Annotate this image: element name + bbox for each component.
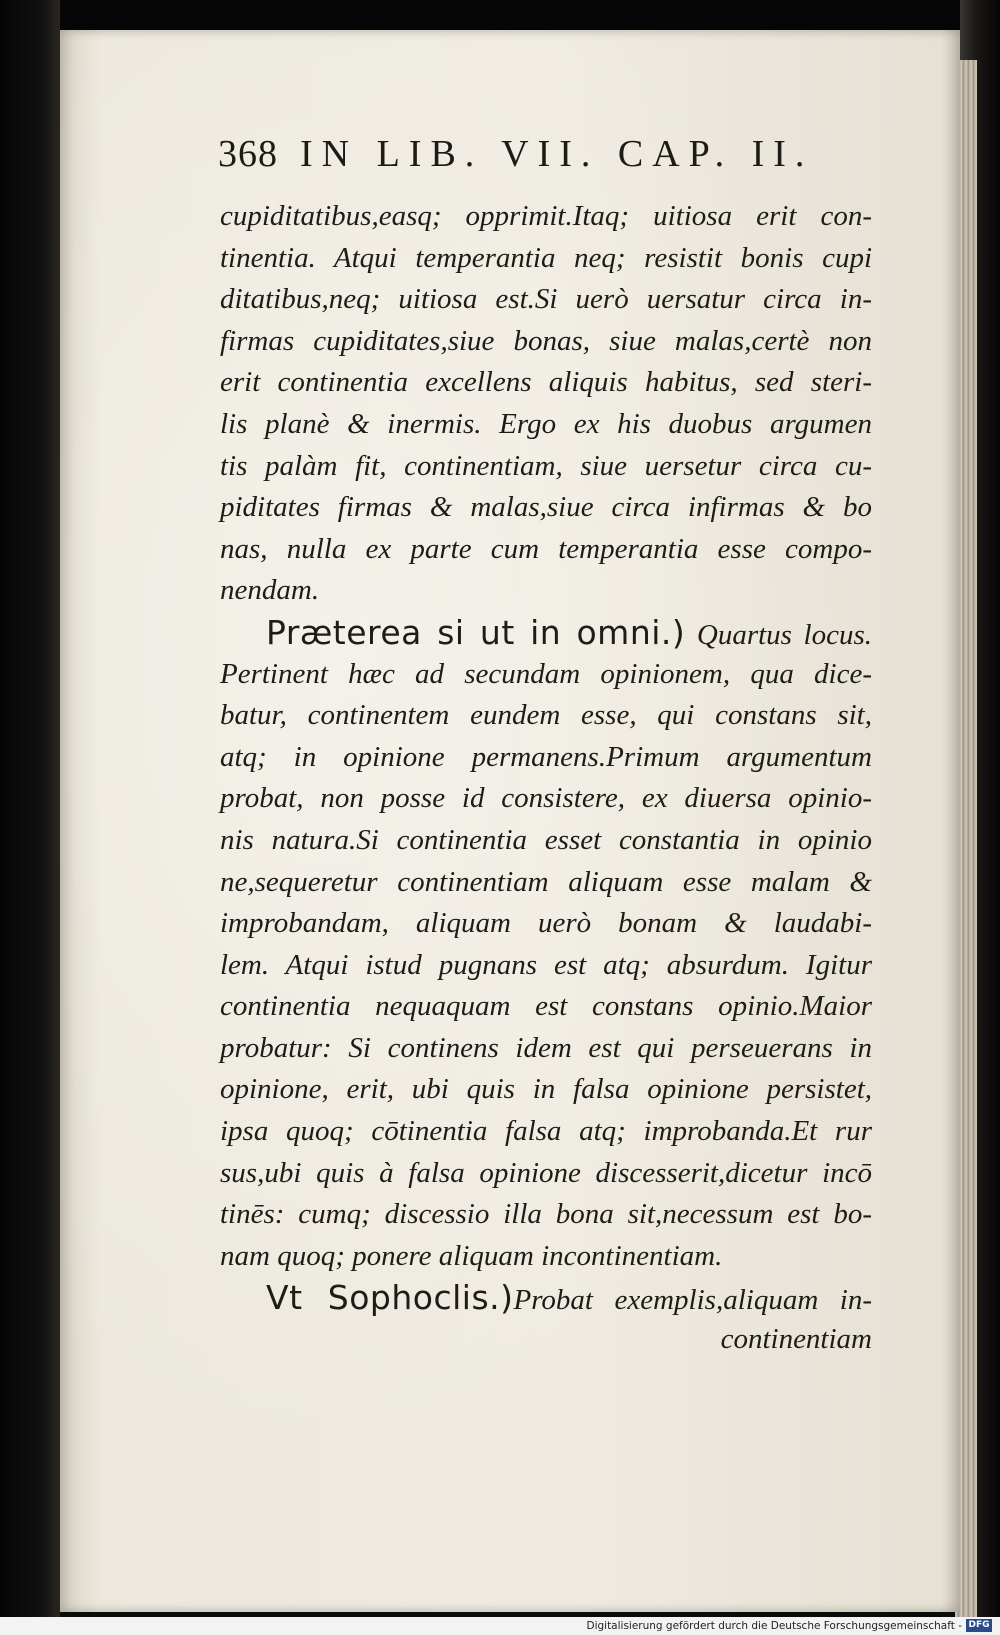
text-line: continentia nequaquam est constans opinio.Maior: [220, 990, 872, 1023]
dfg-logo: DFG: [966, 1619, 992, 1632]
text-line: Pertinent hæc ad secundam opinionem, qua dice-: [220, 657, 872, 690]
text-line: probatur: Si continens idem est qui perseuerans in: [220, 1031, 872, 1064]
text-line: ipsa quoq; cōtinentia falsa atq; improbanda.Et rur: [220, 1115, 872, 1148]
page-text: [220, 196, 872, 1361]
text-line: lem. Atqui istud pugnans est atq; absurdum. Igitur: [220, 948, 872, 981]
text-line: sus,ubi quis à falsa opinione discesserit,dicetur incō: [220, 1156, 872, 1189]
text-line: lis planè & inermis. Ergo ex his duobus argumen: [220, 407, 872, 440]
text-span: Probat exemplis,aliquam in-: [513, 1284, 872, 1317]
text-line: nis natura.Si continentia esset constantia in opinio: [220, 823, 872, 856]
paragraph-first-line: [220, 1277, 872, 1319]
text-line: opinione, erit, ubi quis in falsa opinione persistet,: [220, 1073, 872, 1106]
text-line: cupiditatibus,easq; opprimit.Itaq; uitiosa erit con-: [220, 200, 872, 232]
text-line: ditatibus,neq; uitiosa est.Si uerò uersatur circa in-: [220, 283, 872, 316]
text-line: ne,sequeretur continentiam aliquam esse malam &: [220, 865, 872, 898]
text-line: firmas cupiditates,siue bonas, siue malas,certè non: [220, 324, 872, 357]
running-head: [218, 132, 858, 176]
scan-background-left: [0, 0, 60, 1635]
text-line: nas, nulla ex parte cum temperantia esse compo-: [220, 532, 872, 565]
scan-background-top: [0, 0, 1000, 30]
page-number: 368: [218, 133, 278, 175]
text-line: probat, non posse id consistere, ex diuersa opinio-: [220, 782, 872, 815]
text-line: tis palàm fit, continentiam, siue uersetur circa cu-: [220, 449, 872, 482]
text-line: atq; in opinione permanens.Primum argumentum: [220, 740, 872, 773]
text-line: batur, continentem eundem esse, qui constans sit,: [220, 699, 872, 732]
running-title: IN LIB. VII. CAP. II.: [300, 133, 814, 175]
text-line: tinēs: cumq; discessio illa bona sit,necessum est bo-: [220, 1198, 872, 1231]
text-line: nendam.: [220, 574, 320, 607]
lemma: Præterea si ut in omni.): [266, 612, 686, 652]
text-line: tinentia. Atqui temperantia neq; resistit bonis cupi: [220, 241, 872, 274]
paragraph-first-line: [220, 612, 872, 654]
lemma: Vt Sophoclis.): [266, 1278, 514, 1318]
text-line: nam quoq; ponere aliquam incontinentiam.: [220, 1239, 723, 1272]
catchword: continentiam: [720, 1323, 872, 1356]
text-line: erit continentia excellens aliquis habitus, sed steri-: [220, 366, 872, 399]
text-line: improbandam, aliquam uerò bonam & laudabi-: [220, 907, 872, 940]
text-span: Quartus locus.: [696, 618, 872, 651]
digitization-credit: Digitalisierung gefördert durch die Deutsche Forschungsgemeinschaft -: [586, 1620, 962, 1632]
text-line: piditates firmas & malas,siue circa infirmas & bo: [220, 491, 872, 524]
